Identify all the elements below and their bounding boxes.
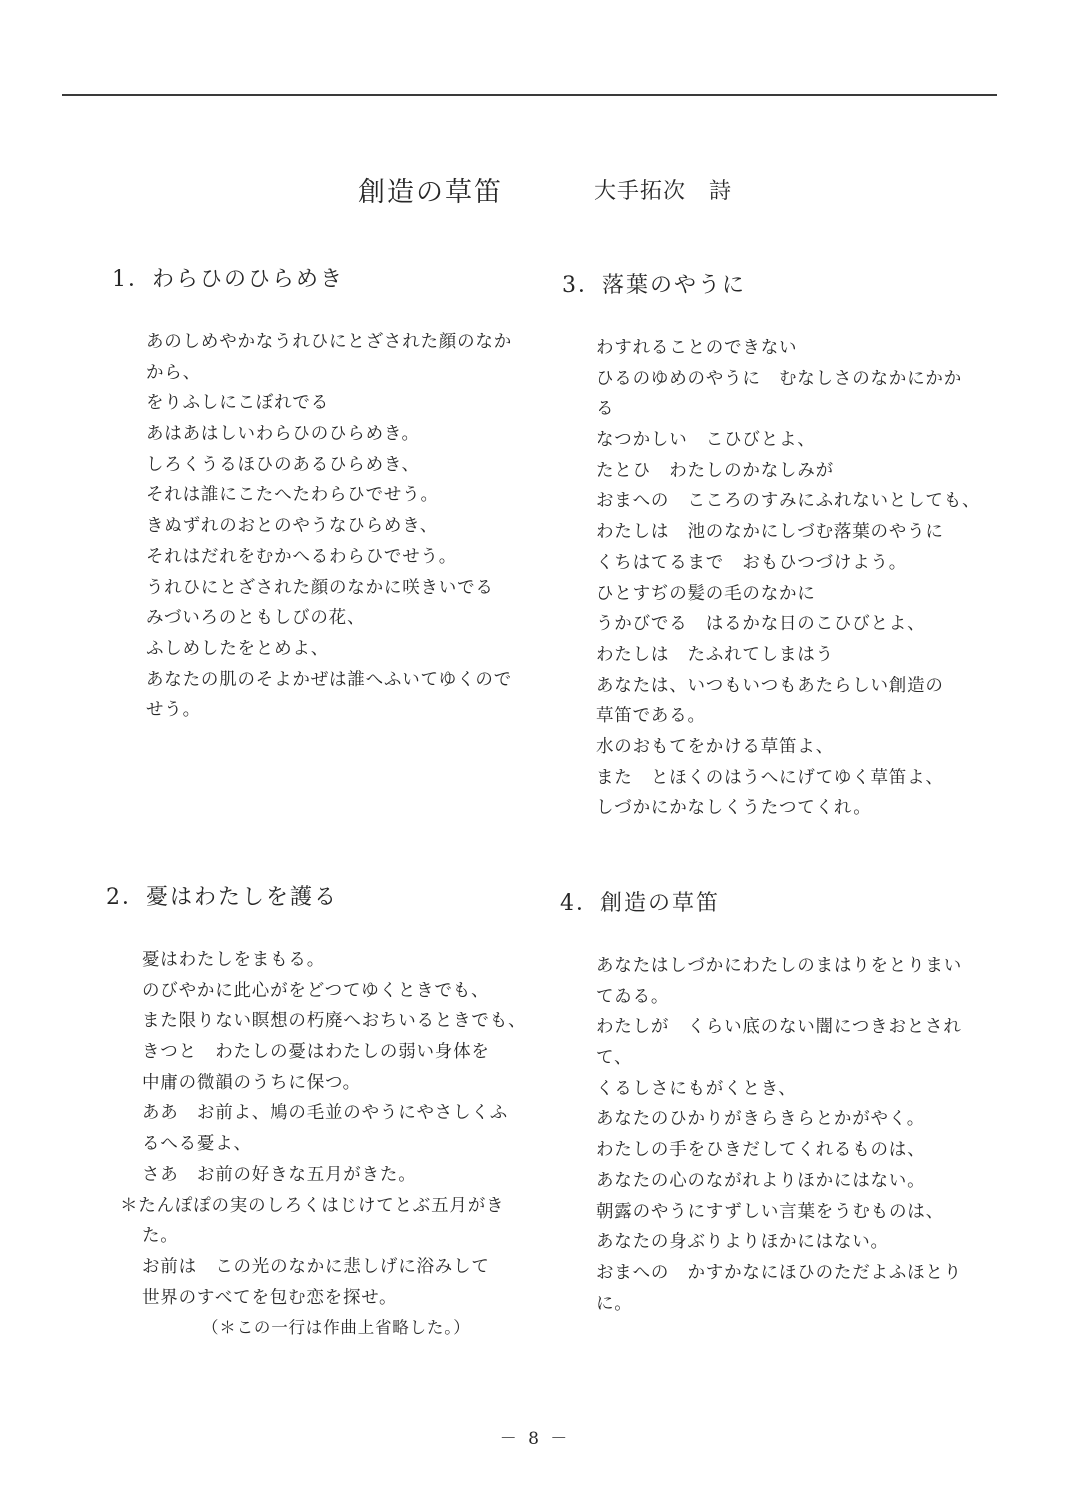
verse-line: 水のおもてをかける草笛よ、 <box>596 736 834 757</box>
verse-line: うかびでる はるかな日のこひびとよ、 <box>596 614 926 635</box>
verse-line: それは誰にこたへたわらひでせう。 <box>146 485 439 506</box>
verse-line: 中庸の微韻のうちに保つ。 <box>142 1072 361 1093</box>
verse-line: ＊たんぽぽの実のしろくはじけてとぶ五月がき <box>120 1195 505 1216</box>
verse-line: きぬずれのおとのやうなひらめき、 <box>146 516 439 537</box>
verse-line: 憂はわたしをまもる。 <box>142 950 325 970</box>
section-2 <box>106 880 526 1344</box>
verse-line: あなたの心のながれよりほかにはない。 <box>596 1170 926 1191</box>
verse-line: るへる憂よ、 <box>142 1134 252 1155</box>
verse-line: ひとすぢの髪の毛のなかに <box>596 583 816 604</box>
section-3-heading: 3．落葉のやうに <box>562 273 746 298</box>
header-rule <box>62 94 997 96</box>
verse-line: あのしめやかなうれひにとざされた顔のなか <box>146 332 512 352</box>
page-title: 創造の草笛 <box>358 177 503 208</box>
verse-line: しづかにかなしくうたつてくれ。 <box>596 798 872 819</box>
verse-line: おまへの こころのすみにふれないとしても、 <box>596 491 981 512</box>
verse-line: あなたはしづかにわたしのまはりをとりまい <box>596 956 962 976</box>
verse-line: わすれることのできない <box>596 338 798 358</box>
verse-line: また とほくのはうへにげてゆく草笛よ、 <box>596 767 944 788</box>
verse-line: さあ お前の好きな五月がきた。 <box>142 1164 417 1185</box>
verse-line: たとひ わたしのかなしみが <box>596 460 834 481</box>
section-1-verse <box>112 327 512 726</box>
verse-line: せう。 <box>146 700 201 721</box>
section-4-verse <box>560 951 962 1319</box>
verse-line: くちはてるまで おもひつづけよう。 <box>596 552 908 573</box>
verse-line: なつかしい こひびとよ、 <box>596 430 816 451</box>
section-2-heading: 2．憂はわたしを護る <box>106 885 338 910</box>
verse-line: わたしが くらい底のない闇につきおとされ <box>596 1017 962 1038</box>
section-4 <box>560 886 962 1319</box>
section-4-heading: 4．創造の草笛 <box>560 891 720 916</box>
section-2-verse <box>106 945 526 1344</box>
verse-line: る <box>596 399 615 420</box>
verse-line: うれひにとざされた顔のなかに咲きいでる <box>146 577 494 598</box>
verse-line: て、 <box>596 1048 633 1069</box>
verse-line: くるしさにもがくとき、 <box>596 1078 797 1099</box>
verse-line: のびやかに此心がをどつてゆくときでも、 <box>142 980 490 1001</box>
footnote: （＊この一行は作曲上省略した。） <box>202 1318 471 1338</box>
author-credit: 大手拓次 詩 <box>594 179 733 204</box>
section-3-verse <box>562 333 980 824</box>
verse-line: をりふしにこぼれでる <box>146 393 329 414</box>
verse-line: 草笛である。 <box>596 706 706 727</box>
verse-line: わたしは 池のなかにしづむ落葉のやうに <box>596 522 944 543</box>
section-1 <box>112 262 512 726</box>
verse-line: わたしの手をひきだしてくれるものは、 <box>596 1140 926 1161</box>
verse-line: きつと わたしの憂はわたしの弱い身体を <box>142 1042 490 1063</box>
verse-line: 朝露のやうにすずしい言葉をうむものは、 <box>596 1201 944 1222</box>
verse-line: おまへの かすかなにほひのただよふほとり <box>596 1262 962 1283</box>
verse-line: あはあはしいわらひのひらめき。 <box>146 424 420 445</box>
verse-line: てゐる。 <box>596 986 670 1007</box>
verse-line: た。 <box>142 1226 179 1247</box>
verse-line: 世界のすべてを包む恋を探せ。 <box>142 1287 398 1308</box>
verse-line: しろくうるほひのあるひらめき、 <box>146 454 420 475</box>
verse-line: また限りない瞑想の朽廃へおちいるときでも、 <box>142 1011 527 1032</box>
section-3 <box>562 268 980 824</box>
verse-line: に。 <box>596 1293 633 1314</box>
verse-line: ふしめしたをとめよ、 <box>146 638 329 659</box>
verse-line: みづいろのともしびの花、 <box>146 608 366 629</box>
verse-line: お前は この光のなかに悲しげに浴みして <box>142 1256 490 1277</box>
verse-line: あなたのひかりがきらきらとかがやく。 <box>596 1109 926 1130</box>
verse-line: あなたは、いつもいつもあたらしい創造の <box>596 675 944 696</box>
verse-line: あなたの身ぶりよりほかにはない。 <box>596 1232 889 1253</box>
verse-line: あなたの肌のそよかぜは誰へふいてゆくので <box>146 669 512 690</box>
verse-line: それはだれをむかへるわらひでせう。 <box>146 546 458 567</box>
section-1-heading: 1．わらひのひらめき <box>112 267 344 292</box>
verse-line: から、 <box>146 362 201 383</box>
verse-line: ああ お前よ、鳩の毛並のやうにやさしくふ <box>142 1103 508 1124</box>
page-number: － 8 － <box>499 1429 571 1449</box>
verse-line: ひるのゆめのやうに むなしさのなかにかか <box>596 368 962 389</box>
verse-line: わたしは たふれてしまはう <box>596 644 834 665</box>
